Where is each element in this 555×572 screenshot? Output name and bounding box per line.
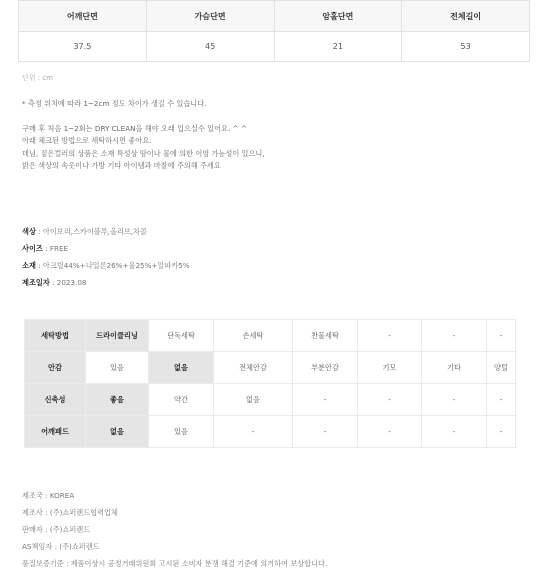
care-cell: - xyxy=(293,384,358,416)
care-cell: 드라이클리닝 xyxy=(86,320,149,352)
spec-size xyxy=(22,240,190,257)
maker-manufacturer: 제조사 : (주)쇼퍼랜드협력업체 xyxy=(22,508,118,517)
care-cell: - xyxy=(422,320,487,352)
spec-material xyxy=(22,257,190,274)
care-cell: 있음 xyxy=(86,352,149,384)
care-cell: 전체안감 xyxy=(214,352,293,384)
spec-color-value: : 아이보리,스카이블루,올리브,차콜 xyxy=(35,227,147,236)
size-value-row xyxy=(19,32,530,62)
size-value-length: 53 xyxy=(402,32,530,62)
note-dry-clean: 구매 후 처음 1~2회는 DRY CLEAN을 해야 오래 입으실수 있어요. ^ ^ xyxy=(22,123,247,133)
unit-label: 단위 : cm xyxy=(22,74,54,82)
care-cell: - xyxy=(214,416,293,448)
care-cell: 기모 xyxy=(358,352,422,384)
size-header-shoulder: 어깨단면 xyxy=(19,1,147,32)
care-cell: 단독세탁 xyxy=(149,320,214,352)
care-row-header: 어깨패드 xyxy=(25,416,86,448)
care-row-shoulder-pad xyxy=(25,416,516,448)
spec-color-label: 색상 xyxy=(22,227,36,236)
care-cell: 없음 xyxy=(149,352,214,384)
size-header-row xyxy=(19,1,530,32)
spec-date xyxy=(22,274,190,291)
care-cell: - xyxy=(358,384,422,416)
size-table xyxy=(18,0,530,62)
care-cell: 손세탁 xyxy=(214,320,293,352)
care-cell: 없음 xyxy=(214,384,293,416)
size-header-armhole: 암홀단면 xyxy=(274,1,402,32)
care-row-header: 신축성 xyxy=(25,384,86,416)
spec-size-label: 사이즈 xyxy=(22,244,43,253)
care-cell: 기타 xyxy=(422,352,487,384)
maker-warranty: 품질보증기준 : 제품이상시 공정거래위원회 고시된 소비자 분쟁 해결 기준에 의거하여 보상합니다. xyxy=(22,559,328,568)
care-cell: 좋음 xyxy=(86,384,149,416)
note-measure: * 측정 위치에 따라 1~2cm 정도 차이가 생길 수 있습니다. xyxy=(22,99,207,108)
care-cell: - xyxy=(422,416,487,448)
product-specs xyxy=(22,223,190,291)
maker-as: AS책임자 : (주)쇼퍼랜드 xyxy=(22,542,100,551)
care-cell: - xyxy=(422,384,487,416)
care-cell: - xyxy=(487,320,516,352)
care-cell: 찬물세탁 xyxy=(293,320,358,352)
note-friction: 밝은 색상의 속옷이나 가방 기타 아이템과 마찰에 주의해 주세요 xyxy=(22,161,221,170)
care-cell: - xyxy=(487,384,516,416)
care-cell: - xyxy=(358,416,422,448)
care-cell: 약간 xyxy=(149,384,214,416)
spec-material-label: 소재 xyxy=(22,261,36,270)
size-header-length: 전체길이 xyxy=(402,1,530,32)
care-cell: 있음 xyxy=(149,416,214,448)
size-header-chest: 가슴단면 xyxy=(146,1,274,32)
spec-date-value: : 2023.08 xyxy=(49,278,87,287)
size-value-chest: 45 xyxy=(146,32,274,62)
care-cell: - xyxy=(487,416,516,448)
care-cell: 부분안감 xyxy=(293,352,358,384)
manufacturer-info xyxy=(22,487,327,572)
note-denim: 데님, 짙은컬러의 상품은 소재 특성상 땀이나 물에 의한 이염 가능성이 있으니, xyxy=(22,148,265,158)
care-cell: 양털 xyxy=(487,352,516,384)
size-value-shoulder: 37.5 xyxy=(19,32,147,62)
care-row-header: 세탁방법 xyxy=(25,320,86,352)
care-cell: 없음 xyxy=(86,416,149,448)
maker-origin: 제조국 : KOREA xyxy=(22,491,75,500)
spec-date-label: 제조일자 xyxy=(22,278,50,287)
care-row-header: 안감 xyxy=(25,352,86,384)
care-row-lining xyxy=(25,352,516,384)
notes xyxy=(22,98,265,173)
care-table xyxy=(24,319,516,448)
spec-color xyxy=(22,223,190,240)
care-cell: - xyxy=(358,320,422,352)
care-cell: - xyxy=(293,416,358,448)
care-row-wash xyxy=(25,320,516,352)
spec-material-value: : 아크릴44%+나일론26%+울25%+알파카5% xyxy=(35,261,190,270)
note-wash-method: 아래 체크된 방법으로 세탁하시면 좋아요. xyxy=(22,136,152,145)
maker-seller: 판매자 : (주)쇼퍼랜드 xyxy=(22,525,91,534)
spec-size-value: : FREE xyxy=(42,244,69,253)
care-row-stretch xyxy=(25,384,516,416)
size-value-armhole: 21 xyxy=(274,32,402,62)
